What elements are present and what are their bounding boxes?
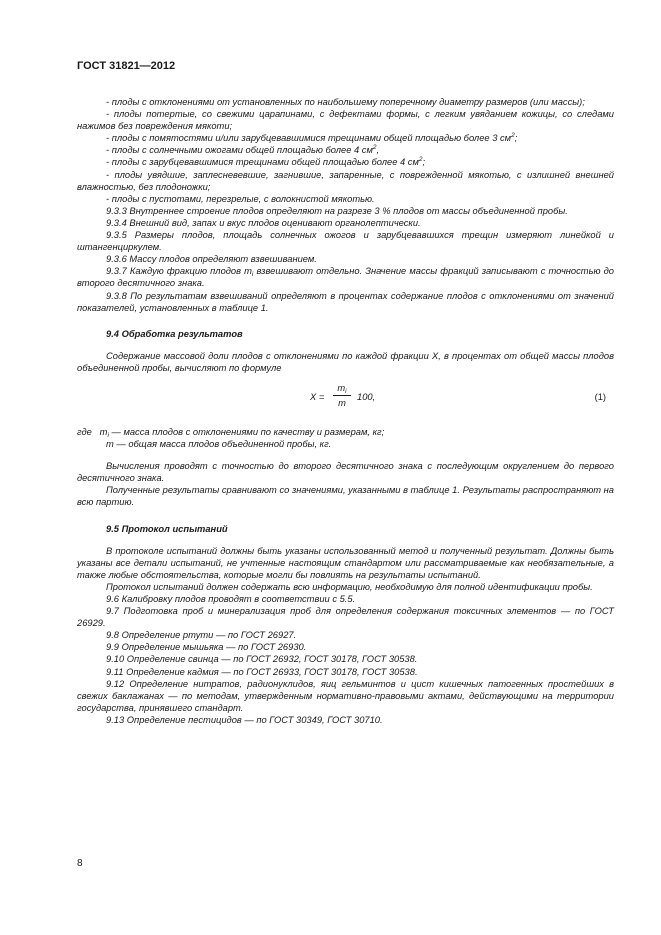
list-item: - плоды увядшие, заплесневевшие, загнившие, запаренные, с поврежденной мякотью, с излишней внешней влажностью, без плодоножки; <box>77 169 614 192</box>
clause-9-13: 9.13 Определение пестицидов — по ГОСТ 30349, ГОСТ 30710. <box>106 714 383 725</box>
clause-9-3-8: 9.3.8 По результатам взвешиваний определяют в процентах содержание плодов с отклонениями от значений показателей, установленных в таблице 1. <box>77 290 614 313</box>
clause-9-8: 9.8 Определение ртути — по ГОСТ 26927. <box>106 630 297 641</box>
formula-number: (1) <box>594 391 606 402</box>
clause-9-6: 9.6 Калибровку плодов проводят в соответствии с 5.5. <box>106 594 356 604</box>
results-compare: Полученные результаты сравнивают со значениями, указанными в таблице 1. Результаты распространяют на всю партию. <box>77 485 614 508</box>
formula-1 <box>77 382 614 416</box>
clause-9-3-6: 9.3.6 Массу плодов определяют взвешиванием. <box>106 254 317 265</box>
formula-fraction <box>333 382 351 409</box>
list-item: - плоды потертые, со свежими царапинами, с дефектами формы, с легким увяданием кожицы, со следами нажимов без повреждения мякоти; <box>77 109 614 132</box>
list-item: - плоды с солнечными ожогами общей площадью более 4 $см^2$, <box>106 144 380 156</box>
clause-9-7: 9.7 Подготовка проб и минерализация проб для определения содержания токсичных элементов — по ГОСТ 26929. <box>77 606 614 629</box>
clause-9-12: 9.12 Определение нитратов, радионуклидов, яиц гельминтов и цист кишечных патогенных простейших в свежих баклажанах — по методам, утвержденным нормативно-правовыми актами, действующими на территории государства, принявшего стандарт. <box>77 678 614 713</box>
calc-precision: Вычисления проводят с точностью до второго десятичного знака с последующим округлением до первого десятичного знака. <box>77 461 614 484</box>
formula-denominator: m <box>338 398 346 409</box>
list-item: - плоды с отклонениями от установленных по наибольшему поперечному диаметру размеров (или массы); <box>106 97 585 107</box>
protocol-p1: В протоколе испытаний должны быть указаны использованный метод и полученный результат. Должны быть указаны все детали испытаний, не учтенные настоящим стандартом или рассматриваемые как необязательные, а также любые обстоятельства, которые могли бы повлиять на результаты испытаний. <box>77 545 614 580</box>
section-heading-9-5: 9.5 Протокол испытаний <box>106 523 228 534</box>
list-item: - плоды с помятостями и/или зарубцевавшимися трещинами общей площадью более 3 $см^2$; <box>106 132 518 144</box>
document-header: ГОСТ 31821—2012 <box>77 60 176 72</box>
clause-9-9: 9.9 Определение мышьяка — по ГОСТ 26930. <box>106 642 307 653</box>
list-item: - плоды с пустотами, перезрелые, с волокнистой мякотью. <box>106 193 375 204</box>
formula-where-mi: где $m_i$ — масса плодов с отклонениями по качеству и размерам, кг; <box>77 426 385 439</box>
clause-9-11: 9.11 Определение кадмия — по ГОСТ 26933, ГОСТ 30178, ГОСТ 30538. <box>106 666 418 677</box>
clause-9-3-7: 9.3.7 Каждую фракцию плодов $m_i$ взвешивают отдельно. Значение массы фракций записывают с точностью до второго десятичного знака. <box>77 266 614 289</box>
clause-9-3-5: 9.3.5 Размеры плодов, площадь солнечных ожогов и зарубцевавшихся трещин измеряют линейкой и штангенциркулем. <box>77 230 614 253</box>
formula-numerator: $m_i$ <box>333 382 351 396</box>
formula-intro: Содержание массовой доли плодов с отклонениями по каждой фракции X, в процентах от общей массы плодов объединенной пробы, вычисляют по формуле <box>77 350 614 373</box>
formula-lhs: X = <box>310 391 325 402</box>
clause-9-3-4: 9.3.4 Внешний вид, запах и вкус плодов оценивают органолептически. <box>106 217 421 228</box>
formula-coefficient: 100, <box>357 391 376 402</box>
clause-9-3-3: 9.3.3 Внутреннее строение плодов определяют на разрезе 3 % плодов от массы объединенной пробы. <box>106 205 568 216</box>
page-number: 8 <box>77 858 83 869</box>
clause-9-10: 9.10 Определение свинца — по ГОСТ 26932, ГОСТ 30178, ГОСТ 30538. <box>106 654 418 665</box>
formula-where-m: m — общая масса плодов объединенной пробы, кг. <box>106 439 332 450</box>
section-heading-9-4: 9.4 Обработка результатов <box>106 328 243 339</box>
page-body <box>77 96 614 726</box>
list-item: - плоды с зарубцевавшимися трещинами общей площадью более 4 $см^2$; <box>106 156 426 168</box>
protocol-p2: Протокол испытаний должен содержать всю информацию, необходимую для полной идентификации пробы. <box>106 581 593 592</box>
